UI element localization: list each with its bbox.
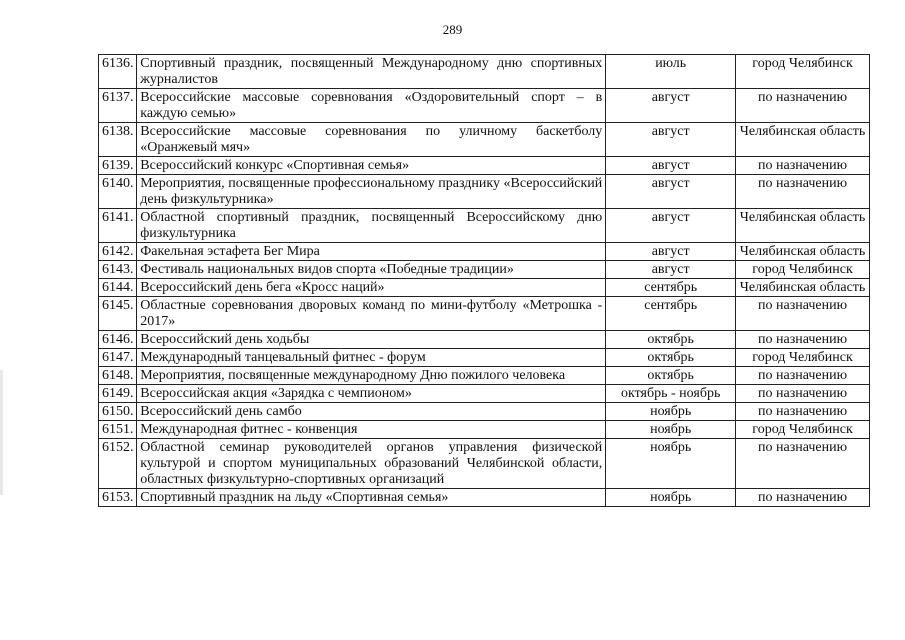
event-title: Всероссийский конкурс «Спортивная семья» bbox=[137, 157, 606, 175]
event-month: октябрь bbox=[606, 367, 736, 385]
row-number: 6151. bbox=[99, 421, 137, 439]
table-row bbox=[99, 385, 870, 403]
event-title: Всероссийский день самбо bbox=[137, 403, 606, 421]
table-row bbox=[99, 489, 870, 507]
event-place: по назначению bbox=[736, 367, 870, 385]
event-place: Челябинская область bbox=[736, 279, 870, 297]
event-place: город Челябинск bbox=[736, 55, 870, 89]
table-row bbox=[99, 367, 870, 385]
event-month: август bbox=[606, 123, 736, 157]
event-place: по назначению bbox=[736, 175, 870, 209]
table-row bbox=[99, 123, 870, 157]
page-number: 289 bbox=[442, 22, 463, 37]
event-month: август bbox=[606, 243, 736, 261]
event-title: Международная фитнес - конвенция bbox=[137, 421, 606, 439]
event-month: сентябрь bbox=[606, 297, 736, 331]
event-title: Всероссийские массовые соревнования «Оздоровительный спорт – в каждую семью» bbox=[137, 89, 606, 123]
row-number: 6140. bbox=[99, 175, 137, 209]
row-number: 6153. bbox=[99, 489, 137, 507]
row-number: 6149. bbox=[99, 385, 137, 403]
event-month: октябрь - ноябрь bbox=[606, 385, 736, 403]
event-title: Всероссийская акция «Зарядка с чемпионом» bbox=[137, 385, 606, 403]
table-row bbox=[99, 55, 870, 89]
event-place: по назначению bbox=[736, 385, 870, 403]
event-title: Спортивный праздник, посвященный Международному дню спортивных журналистов bbox=[137, 55, 606, 89]
event-place: город Челябинск bbox=[736, 349, 870, 367]
table-row bbox=[99, 439, 870, 489]
event-title: Всероссийский день бега «Кросс наций» bbox=[137, 279, 606, 297]
row-number: 6145. bbox=[99, 297, 137, 331]
event-month: июль bbox=[606, 55, 736, 89]
event-title: Областной семинар руководителей органов управления физической культурой и спортом муниципальных образований Челябинской области, областных физкультурно-спортивных организаций bbox=[137, 439, 606, 489]
row-number: 6144. bbox=[99, 279, 137, 297]
event-place: по назначению bbox=[736, 489, 870, 507]
table-row bbox=[99, 261, 870, 279]
scan-edge-mark bbox=[0, 370, 3, 495]
row-number: 6139. bbox=[99, 157, 137, 175]
table-row bbox=[99, 421, 870, 439]
event-month: ноябрь bbox=[606, 421, 736, 439]
table-row bbox=[99, 297, 870, 331]
event-place: по назначению bbox=[736, 157, 870, 175]
event-place: по назначению bbox=[736, 297, 870, 331]
event-title: Фестиваль национальных видов спорта «Победные традиции» bbox=[137, 261, 606, 279]
table-row bbox=[99, 209, 870, 243]
event-title: Мероприятия, посвященные профессиональному празднику «Всероссийский день физкультурника» bbox=[137, 175, 606, 209]
row-number: 6142. bbox=[99, 243, 137, 261]
event-month: август bbox=[606, 157, 736, 175]
row-number: 6150. bbox=[99, 403, 137, 421]
event-title: Всероссийские массовые соревнования по уличному баскетболу «Оранжевый мяч» bbox=[137, 123, 606, 157]
event-place: Челябинская область bbox=[736, 123, 870, 157]
event-place: по назначению bbox=[736, 403, 870, 421]
event-title: Мероприятия, посвященные международному Дню пожилого человека bbox=[137, 367, 606, 385]
row-number: 6138. bbox=[99, 123, 137, 157]
table-row bbox=[99, 89, 870, 123]
event-month: август bbox=[606, 175, 736, 209]
event-month: август bbox=[606, 261, 736, 279]
table-row bbox=[99, 403, 870, 421]
event-month: сентябрь bbox=[606, 279, 736, 297]
event-place: город Челябинск bbox=[736, 421, 870, 439]
event-place: по назначению bbox=[736, 439, 870, 489]
table-row bbox=[99, 279, 870, 297]
event-month: август bbox=[606, 89, 736, 123]
event-month: ноябрь bbox=[606, 489, 736, 507]
row-number: 6137. bbox=[99, 89, 137, 123]
event-title: Всероссийский день ходьбы bbox=[137, 331, 606, 349]
table-row bbox=[99, 175, 870, 209]
row-number: 6148. bbox=[99, 367, 137, 385]
event-place: Челябинская область bbox=[736, 209, 870, 243]
events-table bbox=[98, 54, 870, 507]
table-row bbox=[99, 157, 870, 175]
events-table-body bbox=[99, 55, 870, 507]
row-number: 6136. bbox=[99, 55, 137, 89]
table-row bbox=[99, 331, 870, 349]
table-row bbox=[99, 243, 870, 261]
event-month: октябрь bbox=[606, 349, 736, 367]
event-place: Челябинская область bbox=[736, 243, 870, 261]
row-number: 6146. bbox=[99, 331, 137, 349]
event-month: ноябрь bbox=[606, 439, 736, 489]
event-place: по назначению bbox=[736, 331, 870, 349]
event-month: октябрь bbox=[606, 331, 736, 349]
event-title: Факельная эстафета Бег Мира bbox=[137, 243, 606, 261]
row-number: 6147. bbox=[99, 349, 137, 367]
row-number: 6152. bbox=[99, 439, 137, 489]
event-title: Областной спортивный праздник, посвященный Всероссийскому дню физкультурника bbox=[137, 209, 606, 243]
table-row bbox=[99, 349, 870, 367]
event-month: ноябрь bbox=[606, 403, 736, 421]
row-number: 6141. bbox=[99, 209, 137, 243]
event-place: по назначению bbox=[736, 89, 870, 123]
event-place: город Челябинск bbox=[736, 261, 870, 279]
event-title: Областные соревнования дворовых команд по мини-футболу «Метрошка - 2017» bbox=[137, 297, 606, 331]
event-title: Международный танцевальный фитнес - форум bbox=[137, 349, 606, 367]
row-number: 6143. bbox=[99, 261, 137, 279]
event-month: август bbox=[606, 209, 736, 243]
event-title: Спортивный праздник на льду «Спортивная семья» bbox=[137, 489, 606, 507]
